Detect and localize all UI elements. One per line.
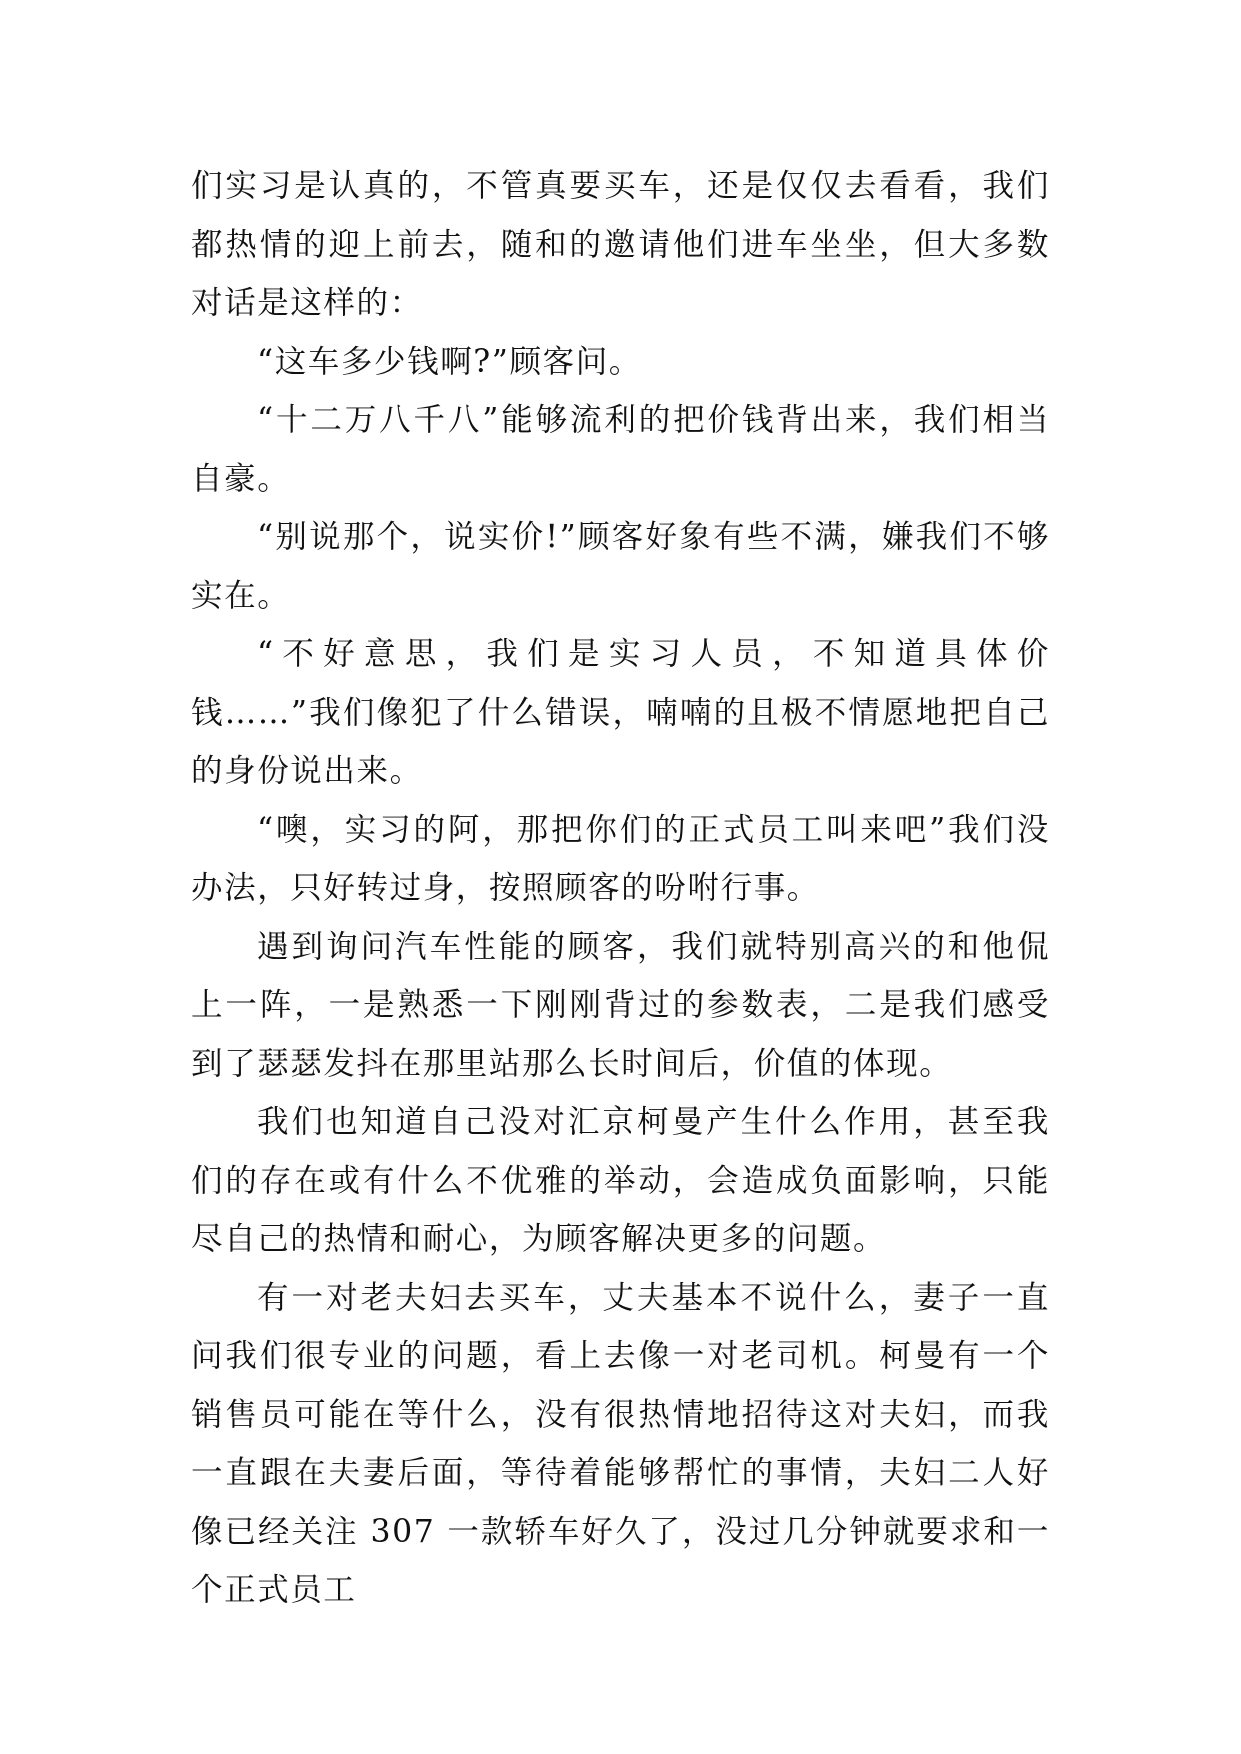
paragraph-dialogue-price-question: “这车多少钱啊?”顾客问。 (257, 343, 642, 380)
paragraph-dialogue-price-answer: “十二万八千八”能够流利的把价钱背出来，我们相当自豪。 (191, 402, 1050, 497)
paragraph-continuation: 们实习是认真的，不管真要买车，还是仅仅去看看，我们都热情的迎上前去，随和的邀请他们进车坐坐，但大多数对话是这样的： (191, 168, 1050, 321)
paragraph-old-couple: 有一对老夫妇去买车，丈夫基本不说什么，妻子一直问我们很专业的问题，看上去像一对老司机。柯曼有一个销售员可能在等什么，没有很热情地招待这对夫妇，而我一直跟在夫妻后面，等待着能够帮忙的事情，夫妇二人好像已经关注 307 一款轿车好久了，没过几分钟就要求和一个正式员工 (191, 1279, 1050, 1608)
paragraph-dialogue-intern-apology: “不好意思，我们是实习人员，不知道具体价钱……”我们像犯了什么错误，喃喃的且极不情愿地把自己的身份说出来。 (191, 636, 1050, 789)
paragraph-dialogue-call-staff: “噢，实习的阿，那把你们的正式员工叫来吧”我们没办法，只好转过身，按照顾客的吩咐行事。 (191, 811, 1050, 906)
document-body (191, 157, 1050, 1620)
paragraph-reflection: 我们也知道自己没对汇京柯曼产生什么作用，甚至我们的存在或有什么不优雅的举动，会造成负面影响，只能尽自己的热情和耐心，为顾客解决更多的问题。 (191, 1104, 1050, 1257)
paragraph-dialogue-real-price: “别说那个，说实价!”顾客好象有些不满，嫌我们不够实在。 (191, 519, 1050, 614)
paragraph-performance-questions: 遇到询问汽车性能的顾客，我们就特别高兴的和他侃上一阵，一是熟悉一下刚刚背过的参数表，二是我们感受到了瑟瑟发抖在那里站那么长时间后，价值的体现。 (191, 928, 1050, 1082)
